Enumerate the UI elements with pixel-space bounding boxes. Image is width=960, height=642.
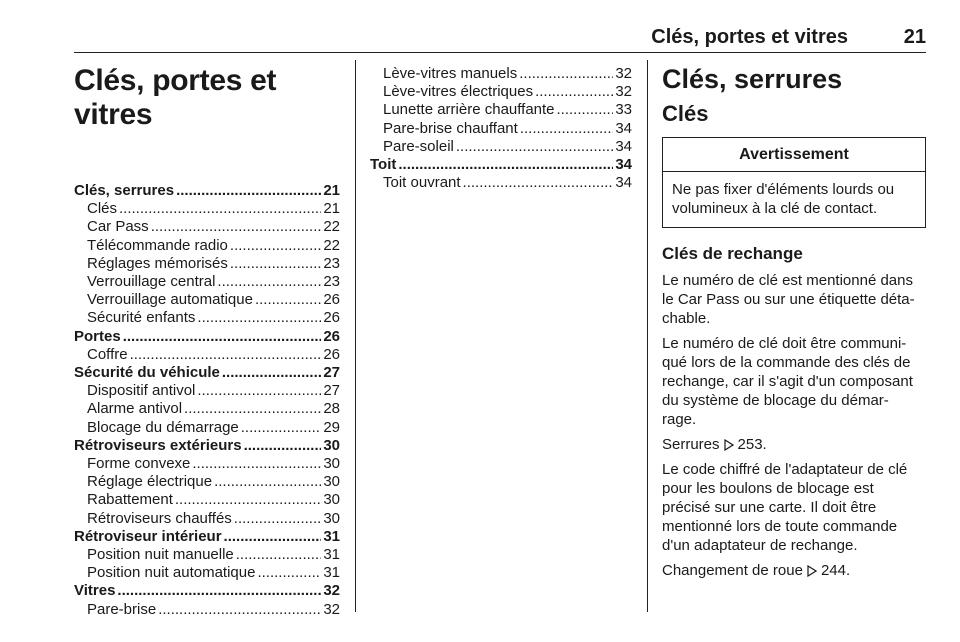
toc-entry-page: 22 [323,236,340,254]
page-number: 21 [903,26,926,48]
heading-spare-keys: Clés de rechange [662,244,803,263]
reference-label: Serrures [662,436,720,453]
dot-leader [255,291,321,309]
dot-leader [176,182,321,200]
toc-entry-label: Rétroviseurs extérieurs [74,436,242,454]
toc-entry-page: 31 [323,564,340,582]
arrow-right-icon [807,565,817,577]
dot-leader [520,120,614,138]
toc-entry-label: Car Pass [87,218,149,236]
toc-entry-page: 27 [323,382,340,400]
toc-entry[interactable] [74,455,340,473]
toc-entry[interactable] [74,237,340,255]
dot-leader [158,601,321,619]
toc-entry-page: 30 [323,473,340,491]
toc-entry-label: Alarme antivol [87,400,183,418]
cross-reference-wheel-change[interactable] [662,561,926,580]
toc-entry-label: Télécommande radio [87,236,228,254]
toc-entry[interactable] [370,174,632,192]
toc-entry-label: Sécurité enfants [87,309,196,327]
toc-entry-page: 33 [615,101,632,119]
paragraph: Le numéro de clé doit être communi- qué lors de la commande des clés de rechange, car il s'agit d'un composant du système de blocage du démar- rage. [662,335,913,428]
toc-entry-label: Rétroviseur intérieur [74,527,222,545]
dot-leader [244,437,322,455]
toc-entry-page: 32 [323,600,340,618]
dot-leader [175,491,321,509]
toc-entry-label: Verrouillage automatique [87,291,253,309]
toc-entry-page: 21 [323,200,340,218]
toc-entry-page: 21 [323,182,340,199]
column-divider [355,60,356,612]
toc-entry-page: 32 [323,582,340,600]
toc-entry-page: 31 [323,527,340,545]
toc-entry-page: 29 [323,418,340,436]
dot-leader [130,346,322,364]
warning-box [662,137,926,228]
toc-entry-label: Rétroviseurs chauffés [87,509,232,527]
column-divider [647,60,648,612]
toc-entry[interactable] [370,65,632,83]
toc-entry-page: 26 [323,309,340,327]
toc-entry[interactable] [74,564,340,582]
toc-entry-page: 30 [323,455,340,473]
toc-section-entry[interactable] [74,328,340,346]
toc-entry[interactable] [370,83,632,101]
toc-entry-label: Coffre [87,345,128,363]
toc-entry[interactable] [74,382,340,400]
toc-entry[interactable] [74,200,340,218]
toc-entry-page: 26 [323,345,340,363]
toc-entry-label: Vitres [74,582,116,600]
toc-entry-label: Dispositif antivol [87,382,196,400]
dot-leader [217,273,321,291]
toc-entry[interactable] [74,473,340,491]
toc-entry-page: 32 [615,83,632,101]
toc-entry-page: 30 [323,436,340,454]
toc-entry-page: 34 [615,119,632,137]
toc-entry-label: Clés [87,200,118,218]
paragraph: Le numéro de clé est mentionné dans le Car Pass ou sur une étiquette déta- chable. [662,272,915,327]
toc-entry-label: Blocage du démarrage [87,418,239,436]
warning-text: Ne pas fixer d'éléments lourds ou volumineux à la clé de contact. [672,181,895,217]
cross-reference-locks[interactable] [662,435,926,454]
toc-entry[interactable] [74,419,340,437]
toc-entry-label: Pare-brise chauffant [383,119,518,137]
toc-entry-page: 32 [615,65,632,82]
toc-entry-label: Rabattement [87,491,173,509]
toc-entry-label: Pare-soleil [383,137,454,155]
toc-entry-label: Réglages mémorisés [87,254,228,272]
dot-leader [184,400,321,418]
toc-entry-page: 27 [323,364,340,382]
toc-entry-page: 23 [323,273,340,291]
toc-entry[interactable] [74,218,340,236]
toc-section-entry[interactable] [74,582,340,600]
dot-leader [257,564,321,582]
reference-page: 253. [737,436,767,453]
toc-entry-label: Réglage électrique [87,473,213,491]
toc-entry-label: Toit ouvrant [383,174,461,192]
dot-leader [236,546,322,564]
table-of-contents-continued [370,65,632,192]
toc-entry-page: 34 [615,174,632,192]
toc-entry[interactable] [74,546,340,564]
toc-entry-label: Clés, serrures [74,182,175,199]
toc-entry-label: Position nuit automatique [87,564,256,582]
dot-leader [151,218,322,236]
toc-column-1 [74,60,340,619]
toc-entry[interactable] [370,101,632,119]
toc-entry-label: Toit [370,156,397,174]
toc-section-entry[interactable] [74,528,340,546]
toc-entry[interactable] [370,120,632,138]
toc-entry-label: Verrouillage central [87,273,216,291]
toc-entry[interactable] [370,138,632,156]
section-title: Clés, serrures [662,64,843,94]
toc-entry-label: Forme convexe [87,455,191,473]
dot-leader [535,83,613,101]
toc-entry-page: 31 [323,546,340,564]
toc-entry-page: 34 [615,156,632,174]
dot-leader [557,101,614,119]
toc-entry-page: 28 [323,400,340,418]
dot-leader [519,65,613,83]
toc-section-entry[interactable] [74,364,340,382]
toc-entry[interactable] [74,291,340,309]
toc-entry-page: 30 [323,491,340,509]
dot-leader [241,419,322,437]
toc-entry[interactable] [74,400,340,418]
toc-entry[interactable] [74,273,340,291]
toc-entry-label: Lève-vitres électriques [383,83,534,101]
toc-column-2 [370,60,632,192]
dot-leader [197,309,321,327]
toc-entry-page: 26 [323,327,340,345]
toc-entry-label: Position nuit manuelle [87,546,234,564]
dot-leader [197,382,321,400]
toc-entry-page: 22 [323,218,340,236]
reference-page: 244. [820,562,851,579]
subsection-title: Clés [662,101,709,126]
chapter-title: Clés, portes et vitres [74,64,277,131]
dot-leader [234,510,322,528]
toc-entry-page: 23 [323,254,340,272]
dot-leader [117,582,321,600]
reference-label: Changement de roue [662,562,803,579]
toc-section-entry[interactable] [370,156,632,174]
content-column [662,60,926,586]
toc-entry-page: 26 [323,291,340,309]
toc-entry[interactable] [74,309,340,327]
toc-entry-label: Portes [74,327,121,345]
toc-section-entry[interactable] [74,182,340,200]
toc-entry-page: 34 [615,137,632,155]
toc-entry-label: Pare-brise [87,600,157,618]
toc-entry[interactable] [74,346,340,364]
dot-leader [463,174,614,192]
page-header [74,24,926,53]
dot-leader [456,138,613,156]
dot-leader [398,156,613,174]
dot-leader [230,237,321,255]
toc-entry[interactable] [74,510,340,528]
dot-leader [214,473,321,491]
warning-title: Avertissement [663,138,925,172]
dot-leader [224,528,322,546]
dot-leader [123,328,322,346]
toc-entry[interactable] [74,601,340,619]
toc-entry-label: Sécurité du véhicule [74,364,220,382]
toc-entry-label: Lève-vitres manuels [383,65,518,82]
table-of-contents [74,182,340,619]
toc-entry-page: 30 [323,509,340,527]
header-title: Clés, portes et vitres [651,26,848,48]
dot-leader [230,255,321,273]
dot-leader [119,200,321,218]
arrow-right-icon [724,439,734,451]
toc-section-entry[interactable] [74,437,340,455]
toc-entry[interactable] [74,255,340,273]
dot-leader [222,364,321,382]
toc-entry[interactable] [74,491,340,509]
dot-leader [192,455,321,473]
paragraph: Le code chiffré de l'adaptateur de clé pour les boulons de blocage est précisé sur une carte. Il doit être mentionné lors de toute commande d'un adaptateur de rechange. [662,461,908,554]
toc-entry-label: Lunette arrière chauffante [383,101,555,119]
